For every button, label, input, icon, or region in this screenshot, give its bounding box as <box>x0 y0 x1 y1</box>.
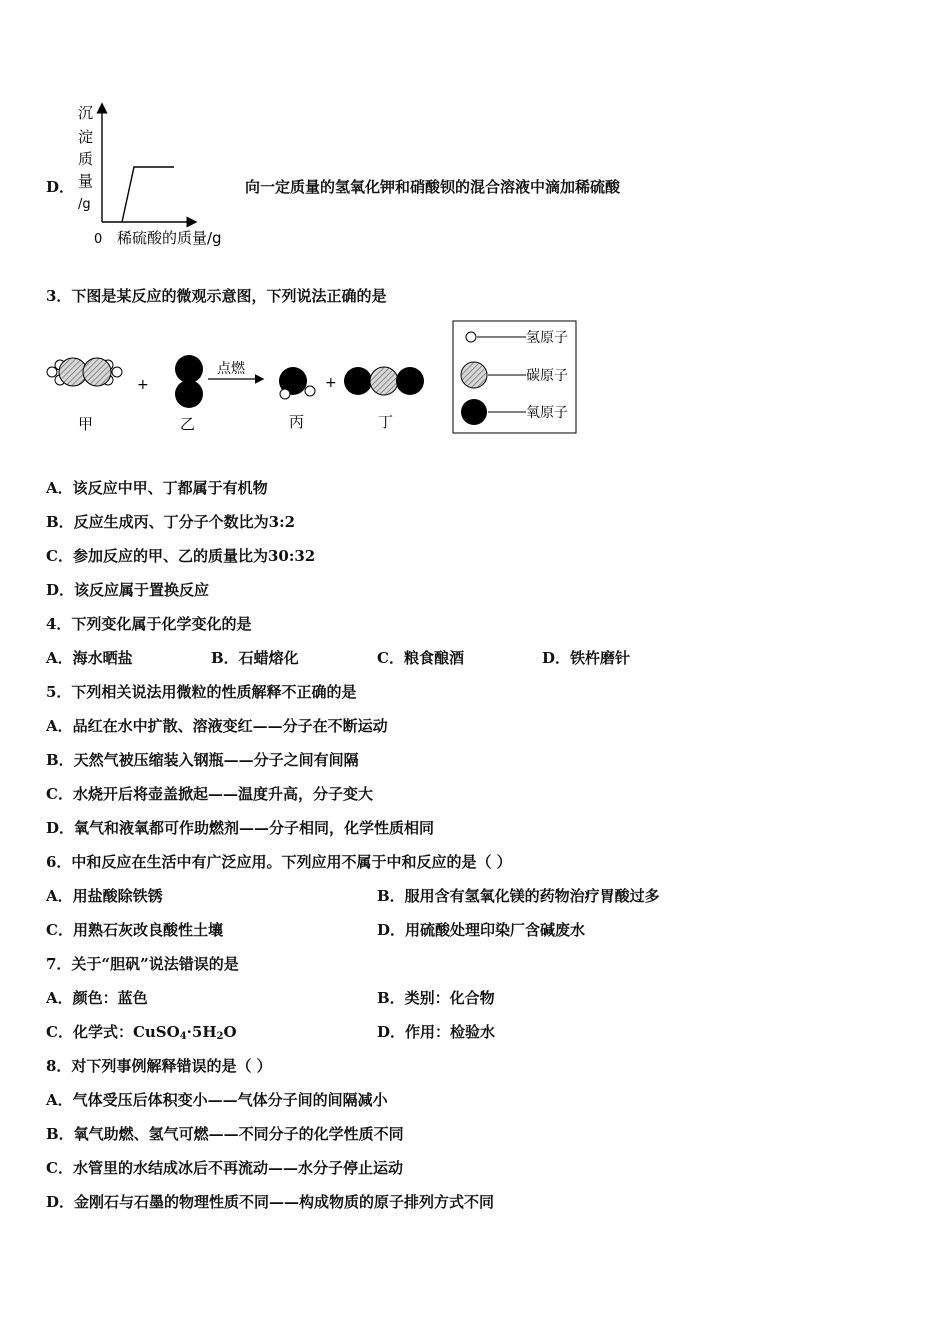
legend-oxygen: 氧原子 <box>526 405 568 421</box>
graph-x-label: 稀硫酸的质量/g <box>117 229 222 247</box>
q4-stem: 4．下列变化属于化学变化的是 <box>46 615 252 633</box>
legend-hydrogen: 氢原子 <box>526 330 568 346</box>
q5-option-b: B．天然气被压缩装入钢瓶——分子之间有间隔 <box>46 751 359 769</box>
graph-y-label-2: 淀 <box>78 128 94 146</box>
q7-option-c: C．化学式：$CuSO_4\cdot 5H_2O$ <box>46 1023 237 1042</box>
q4-option-d: D．铁杵磨针 <box>542 649 631 667</box>
label-bing: 丙 <box>289 413 305 431</box>
graph-curve <box>122 167 174 222</box>
molecule-yi <box>175 355 203 408</box>
graph-origin: 0 <box>94 232 103 247</box>
q8-option-d: D．金刚石与石墨的物理性质不同——构成物质的原子排列方式不同 <box>46 1193 495 1211</box>
q6-option-b: B．服用含有氢氧化镁的药物治疗胃酸过多 <box>377 887 660 905</box>
reaction-diagram <box>40 315 590 440</box>
q8-option-a: A．气体受压后体积变小——气体分子间的间隔减小 <box>46 1091 388 1109</box>
graph-y-label-4: 量 <box>78 172 94 190</box>
q7-option-b: B．类别：化合物 <box>377 989 495 1007</box>
q2-option-d-label: D． <box>46 178 75 196</box>
q7-stem: 7．关于“胆矾”说法错误的是 <box>46 955 239 973</box>
precipitate-graph <box>70 100 250 250</box>
molecule-jia <box>47 358 122 386</box>
q3-stem: 3．下图是某反应的微观示意图，下列说法正确的是 <box>46 287 387 305</box>
q4-option-b: B．石蜡熔化 <box>211 649 299 667</box>
q7-option-d: D．作用：检验水 <box>377 1023 496 1041</box>
q3-option-b: B．反应生成丙、丁分子个数比为3:2 <box>46 513 296 531</box>
q3-option-d: D．该反应属于置换反应 <box>46 581 210 599</box>
q3-option-c: C．参加反应的甲、乙的质量比为30:32 <box>46 547 316 565</box>
diagram-legend <box>453 321 576 433</box>
q7-row-2 <box>46 1022 746 1047</box>
molecule-bing <box>279 367 315 399</box>
q6-option-a: A．用盐酸除铁锈 <box>46 887 163 905</box>
q6-row-1 <box>46 886 746 906</box>
molecule-ding <box>344 367 424 395</box>
graph-y-label-3: 质 <box>78 150 94 168</box>
q4-option-c: C．粮食酿酒 <box>377 649 464 667</box>
q4-option-a: A．海水晒盐 <box>46 649 133 667</box>
q5-option-c: C．水烧开后将壶盖掀起——温度升高，分子变大 <box>46 785 373 803</box>
q5-option-a: A．品红在水中扩散、溶液变红——分子在不断运动 <box>46 717 388 735</box>
graph-y-label-5: /g <box>78 197 91 212</box>
label-yi: 乙 <box>180 415 196 433</box>
q7-option-a: A．颜色：蓝色 <box>46 989 148 1007</box>
q8-option-c: C．水管里的水结成冰后不再流动——水分子停止运动 <box>46 1159 403 1177</box>
q6-option-c: C．用熟石灰改良酸性土壤 <box>46 921 223 939</box>
arrow-label: 点燃 <box>217 361 245 377</box>
q5-option-d: D．氧气和液氧都可作助燃剂——分子相同，化学性质相同 <box>46 819 435 837</box>
label-ding: 丁 <box>378 413 394 431</box>
q3-option-a: A．该反应中甲、丁都属于有机物 <box>46 479 268 497</box>
q8-option-b: B．氧气助燃、氢气可燃——不同分子的化学性质不同 <box>46 1125 404 1143</box>
q5-stem: 5．下列相关说法用微粒的性质解释不正确的是 <box>46 683 357 701</box>
q2-option-d-text: 向一定质量的氢氧化钾和硝酸钡的混合溶液中滴加稀硫酸 <box>245 178 621 196</box>
q6-option-d: D．用硫酸处理印染厂含碱废水 <box>377 921 586 939</box>
legend-carbon: 碳原子 <box>526 368 568 384</box>
plus-1: + <box>137 377 149 393</box>
q6-stem: 6．中和反应在生活中有广泛应用。下列应用不属于中和反应的是（ ） <box>46 853 512 871</box>
q6-row-2 <box>46 920 746 940</box>
label-jia: 甲 <box>78 415 94 433</box>
graph-y-label-1: 沉 <box>78 104 94 122</box>
q7-row-1 <box>46 988 746 1008</box>
q8-stem: 8．对下列事例解释错误的是（ ） <box>46 1057 272 1075</box>
plus-2: + <box>325 375 337 391</box>
